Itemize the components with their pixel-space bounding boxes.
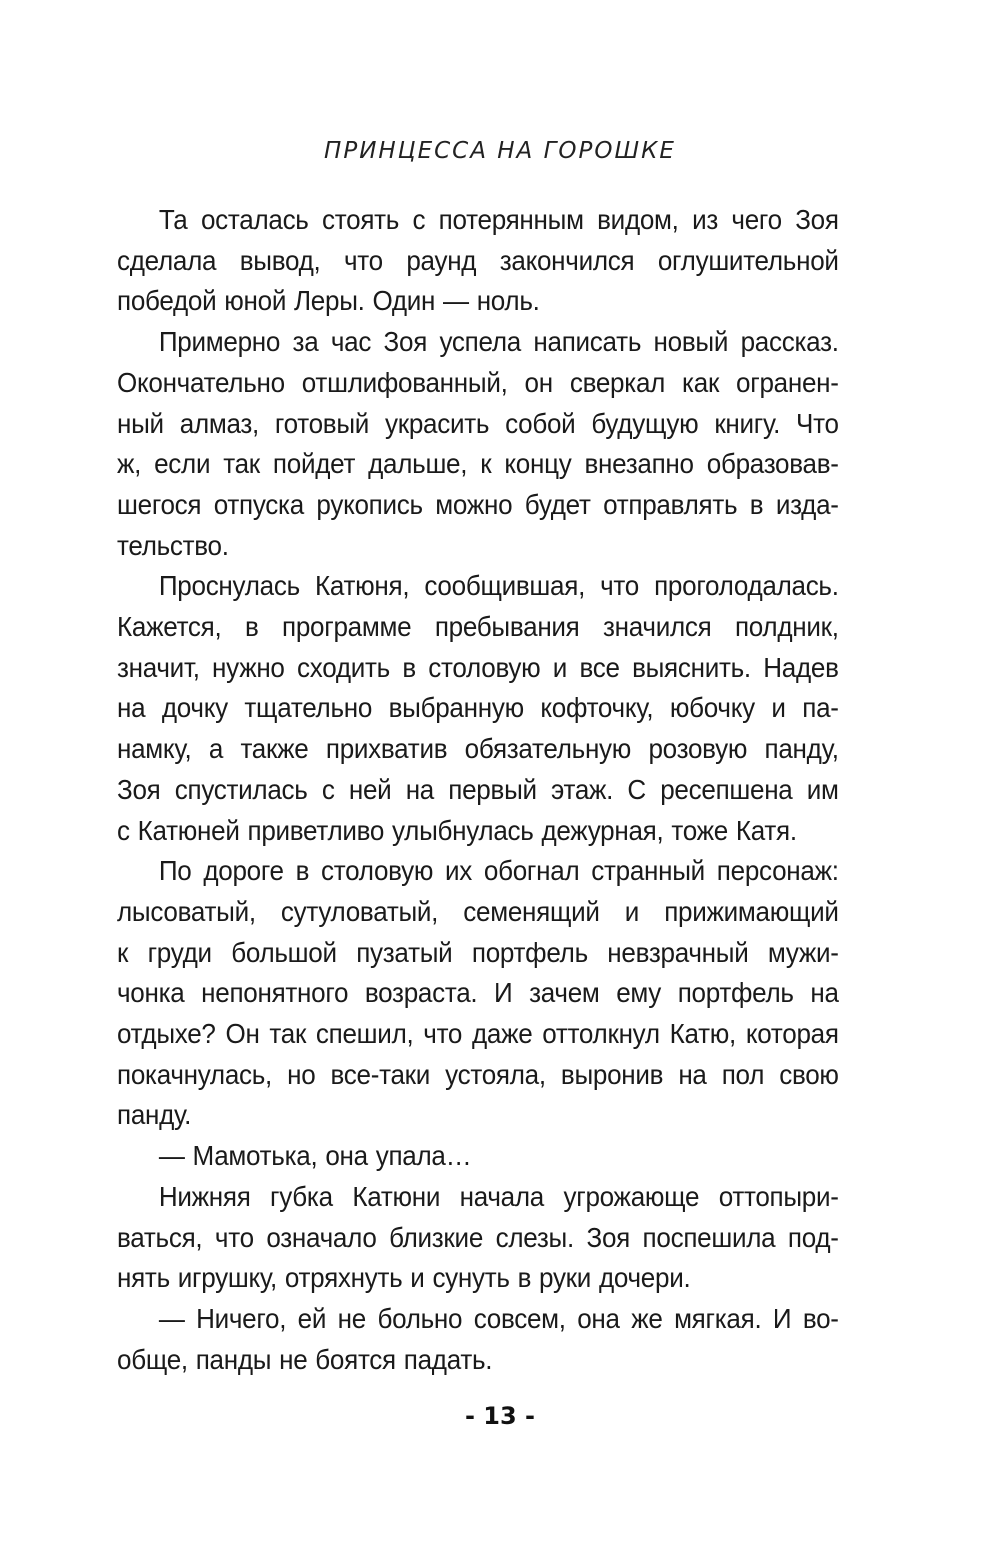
text-line: сделала вывод, что раунд закончился оглушительной bbox=[117, 244, 839, 276]
text-line: Проснулась Катюня, сообщившая, что проголодалась. bbox=[158, 570, 839, 602]
text-line: нять игрушку, отряхнуть и сунуть в руки дочери. bbox=[117, 1262, 691, 1294]
text-line: панду. bbox=[117, 1099, 192, 1131]
paragraph bbox=[117, 1177, 839, 1299]
paragraph bbox=[117, 1299, 839, 1380]
text-line: Окончательно отшлифованный, он сверкал как огранен- bbox=[117, 366, 839, 398]
text-line: лысоватый, сутуловатый, семенящий и прижимающий bbox=[117, 895, 839, 927]
text-line: отдыхе? Он так спешил, что даже оттолкнул Катю, которая bbox=[117, 1018, 839, 1050]
text-line: чонка непонятного возраста. И зачем ему портфель на bbox=[117, 977, 839, 1009]
text-line: обще, панды не боятся падать. bbox=[117, 1343, 493, 1375]
text-line: Зоя спустилась с ней на первый этаж. С ресепшена им bbox=[117, 773, 839, 805]
paragraph bbox=[117, 322, 839, 566]
paragraph bbox=[117, 200, 839, 322]
body-text bbox=[117, 200, 839, 1380]
text-line: с Катюней приветливо улыбнулась дежурная, тоже Катя. bbox=[117, 814, 797, 846]
text-line: победой юной Леры. Один — ноль. bbox=[117, 285, 540, 317]
text-line: — Ничего, ей не больно совсем, она же мягкая. И во- bbox=[158, 1302, 839, 1334]
running-head: ПРИНЦЕССА НА ГОРОШКЕ bbox=[324, 138, 676, 164]
text-line: Нижняя губка Катюни начала угрожающе оттопыри- bbox=[158, 1180, 839, 1212]
text-line: на дочку тщательно выбранную кофточку, юбочку и па- bbox=[117, 692, 839, 724]
text-line: тельство. bbox=[117, 529, 229, 561]
text-line: покачнулась, но все-таки устояла, выронив на пол свою bbox=[117, 1058, 839, 1090]
text-line: — Мамотька, она упала… bbox=[158, 1140, 472, 1172]
text-line: По дороге в столовую их обогнал странный персонаж: bbox=[158, 855, 839, 887]
text-line: Кажется, в программе пребывания значился полдник, bbox=[117, 611, 839, 643]
text-line: Та осталась стоять с потерянным видом, из чего Зоя bbox=[158, 204, 839, 235]
paragraph bbox=[117, 1136, 839, 1177]
text-line: значит, нужно сходить в столовую и все выяснить. Надев bbox=[117, 651, 839, 683]
text-line: ж, если так пойдет дальше, к концу внезапно образовав- bbox=[117, 448, 839, 480]
text-line: Примерно за час Зоя успела написать новый рассказ. bbox=[158, 326, 839, 358]
paragraph bbox=[117, 566, 839, 851]
page-number: - 13 - bbox=[464, 1402, 536, 1430]
text-line: ный алмаз, готовый украсить собой будущую книгу. Что bbox=[117, 407, 839, 439]
text-line: намку, а также прихватив обязательную розовую панду, bbox=[117, 733, 839, 765]
text-line: ваться, что означало близкие слезы. Зоя поспешила под- bbox=[117, 1221, 839, 1253]
text-line: шегося отпуска рукопись можно будет отправлять в изда- bbox=[117, 488, 839, 520]
text-line: к груди большой пузатый портфель невзрачный мужи- bbox=[117, 936, 839, 968]
paragraph bbox=[117, 851, 839, 1136]
